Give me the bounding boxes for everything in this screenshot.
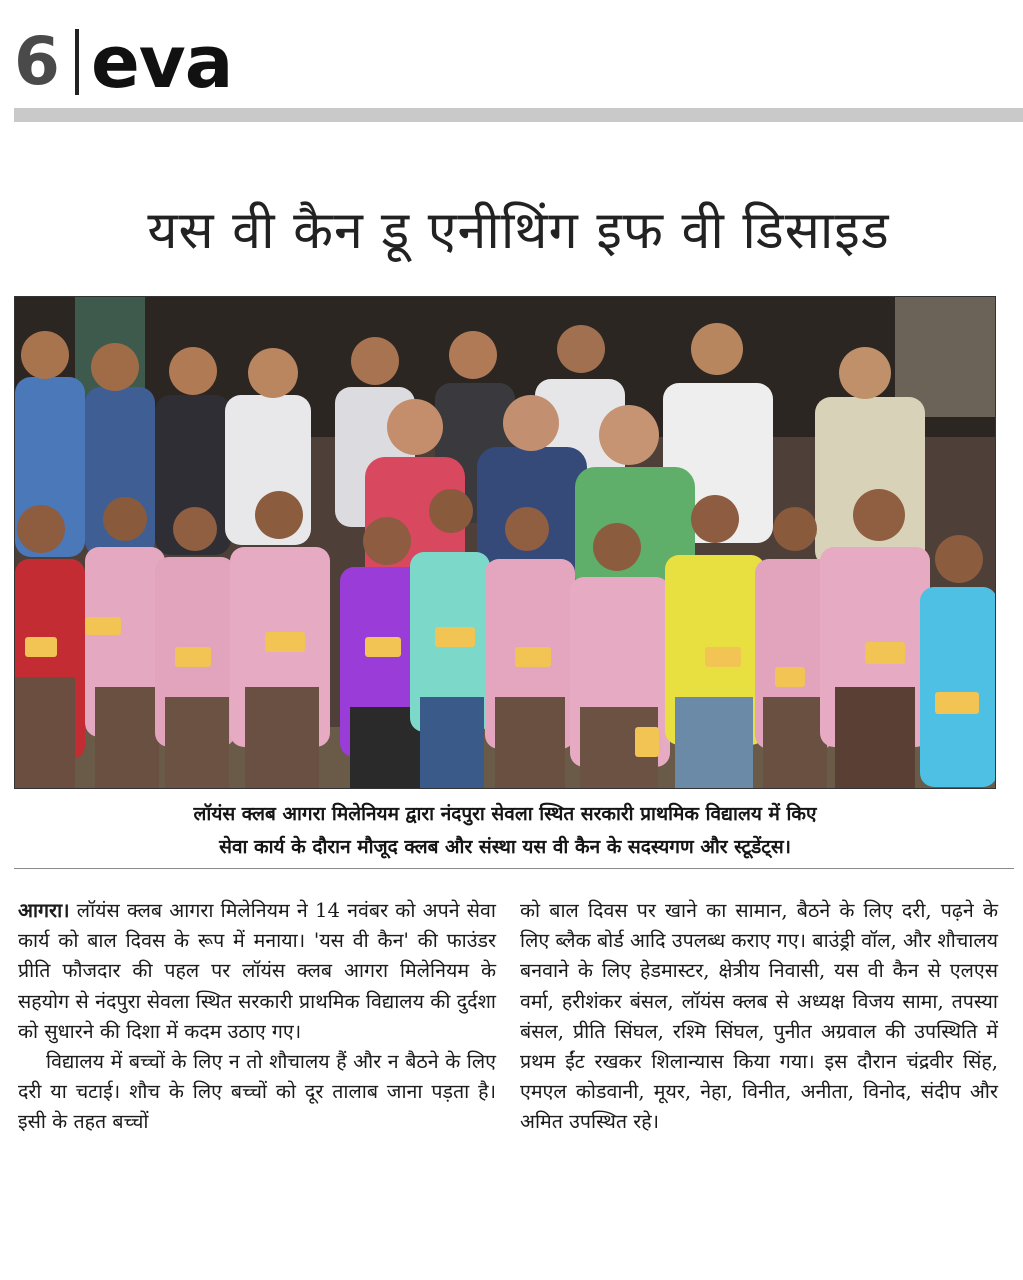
article-paragraph-3: को बाल दिवस पर खाने का सामान, बैठने के लिए दरी, पढ़ने के लिए ब्लैक बोर्ड आदि उपलब्ध कराए गए। बाउंड्री वॉल, और शौचालय बनवाने के लिए हेडमास्टर, क्षेत्रीय निवासी, यस वी कैन से एलएस वर्मा, हरीशंकर बंसल, लॉयंस क्लब से अध्यक्ष विजय सामा, तपस्या बंसल, प्रीति सिंघल, रश्मि सिंघल, पुनीत अग्रवाल की उपस्थिति में प्रथम ईंट रखकर शिलान्यास किया गया। इस दौरान चंद्रवीर सिंह, एमएल कोडवानी, मूयर, नेहा, विनीत, अनीता, विनोद, संदीप और अमित उपस्थित रहे। <box>520 899 998 1134</box>
group-photo-icon <box>15 297 996 789</box>
masthead <box>14 22 232 102</box>
caption-rule <box>14 868 1014 869</box>
news-photo <box>14 296 996 789</box>
article-paragraph-2: विद्यालय में बच्चों के लिए न तो शौचालय हैं और न बैठने के लिए दरी या चटाई। शौच के लिए बच्चों को दूर तालाब जाना पड़ता है। इसी के तहत बच्चों <box>18 1050 496 1134</box>
header-rule <box>14 108 1023 122</box>
paragraph-1-text: लॉयंस क्लब आगरा मिलेनियम ने 14 नवंबर को अपने सेवा कार्य को बाल दिवस के रूप में मनाया। 'यस वी कैन' की फाउंडर प्रीति फौजदार की पहल पर लॉयंस क्लब आगरा मिलेनियम के सहयोग से नंदपुरा सेवला स्थित सरकारी प्राथमिक विद्यालय की दुर्दशा को सुधारने की दिशा में कदम उठाए गए। <box>18 899 496 1043</box>
headline: यस वी कैन डू एनीथिंग इफ वी डिसाइड <box>147 201 890 261</box>
caption-line-1: लॉयंस क्लब आगरा मिलेनियम द्वारा नंदपुरा सेवला स्थित सरकारी प्राथमिक विद्यालय में किए <box>193 803 817 825</box>
dateline: आगरा। <box>18 899 70 922</box>
caption-line-2: सेवा कार्य के दौरान मौजूद क्लब और संस्था यस वी कैन के सदस्यगण और स्टूडेंट्स। <box>219 836 791 858</box>
page-number: 6 <box>14 23 59 100</box>
masthead-divider <box>75 29 79 95</box>
article-paragraph-1 <box>18 896 496 1047</box>
article-column-left <box>18 896 496 1138</box>
photo-caption <box>14 798 996 864</box>
section-name: eva <box>90 20 233 104</box>
article-column-right <box>520 896 998 1138</box>
